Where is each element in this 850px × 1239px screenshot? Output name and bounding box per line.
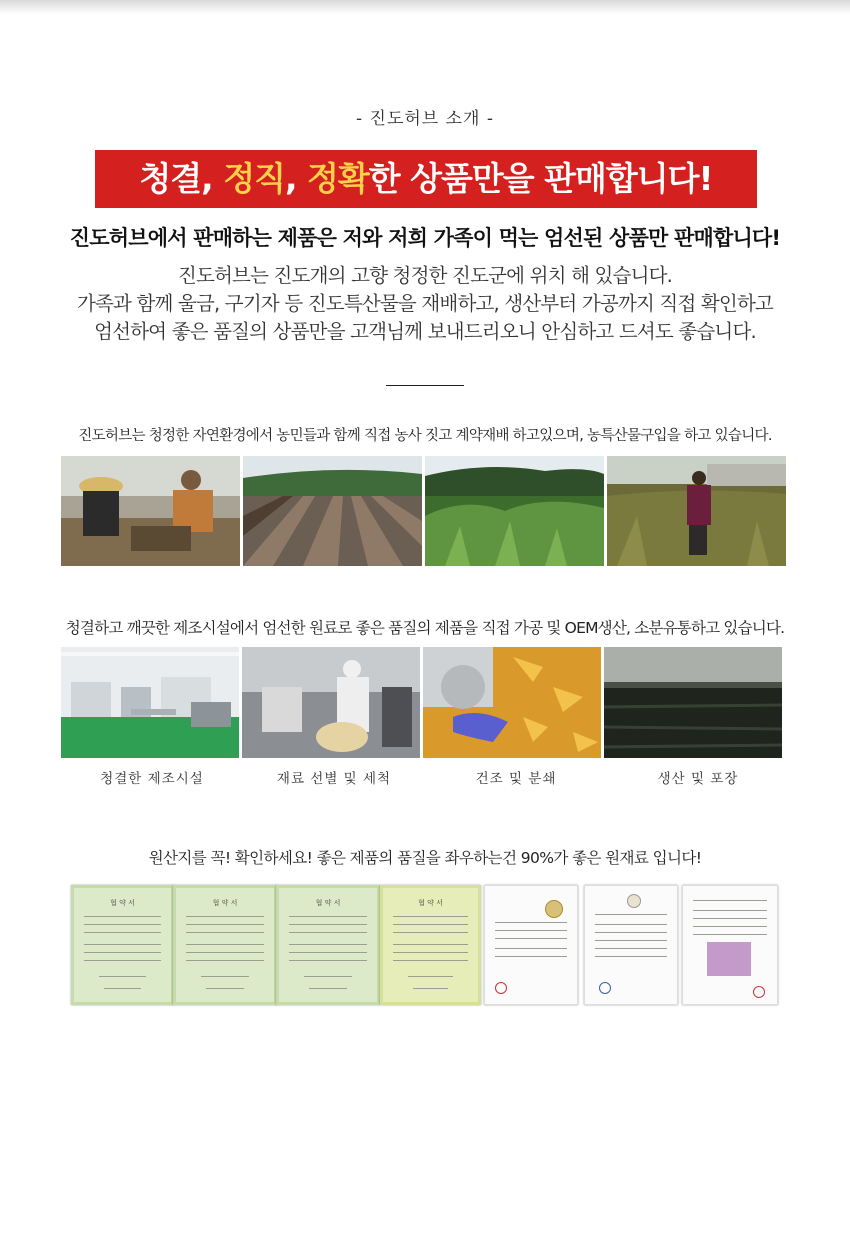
origin-certificate (682, 885, 778, 1005)
certs-caption: 원산지를 꼭! 확인하세요! 좋은 제품의 품질을 좌우하는건 90%가 좋은 원재료 입니다! (148, 849, 702, 867)
factory-label: 생산 및 포장 (657, 771, 739, 787)
factory-photo-row (61, 647, 782, 758)
contract-doc: 협 약 서 (276, 885, 380, 1005)
paragraph-line: 엄선하여 좋은 품질의 상품만을 고객님께 보내드리오니 안심하고 드셔도 좋습니다. (94, 320, 756, 343)
paragraph-line: 진도허브는 진도개의 고향 청정한 진도군에 위치 해 있습니다. (177, 264, 673, 287)
promise-banner: 청결, 정직, 정확한 상품만을 판매합니다! (95, 150, 757, 208)
divider (386, 385, 464, 386)
quality-certificate (584, 885, 678, 1005)
section-label: - 진도허브 소개 - (355, 109, 494, 129)
factory-label: 건조 및 분쇄 (475, 771, 557, 787)
farm-photo-farmers (61, 456, 240, 566)
factory-photo-facility (61, 647, 239, 758)
contract-doc: 협 약 서 (173, 885, 277, 1005)
factory-photo-drying (423, 647, 601, 758)
paragraph-line: 가족과 함께 울금, 구기자 등 진도특산물을 재배하고, 생산부터 가공까지 직접 확인하고 (76, 292, 774, 315)
farm-photo-field-rows (243, 456, 422, 566)
factory-photo-sorting (242, 647, 420, 758)
top-shadow (0, 0, 850, 14)
factory-labels (61, 767, 791, 787)
patent-certificate (484, 885, 578, 1005)
factory-photo-packaging (604, 647, 782, 758)
farm-photo-row (61, 456, 786, 566)
farm-caption: 진도허브는 청정한 자연환경에서 농민들과 함께 직접 농사 짓고 계약재배 하고있으며, 농특산물구입을 하고 있습니다. (78, 428, 772, 444)
farm-photo-green-plants (425, 456, 604, 566)
contract-doc: 협 약 서 (71, 885, 174, 1005)
contract-doc: 협 약 서 (380, 885, 481, 1005)
headline: 진도허브에서 판매하는 제품은 저와 저희 가족이 먹는 엄선된 상품만 판매합니다! (69, 226, 781, 250)
factory-caption: 청결하고 깨끗한 제조시설에서 엄선한 원료로 좋은 품질의 제품을 직접 가공 및 OEM생산, 소분유통하고 있습니다. (65, 619, 785, 637)
factory-label: 청결한 제조시설 (100, 771, 204, 787)
farm-photo-woman-field (607, 456, 786, 566)
intro-paragraph (0, 262, 850, 346)
factory-label: 재료 선별 및 세척 (276, 771, 392, 787)
